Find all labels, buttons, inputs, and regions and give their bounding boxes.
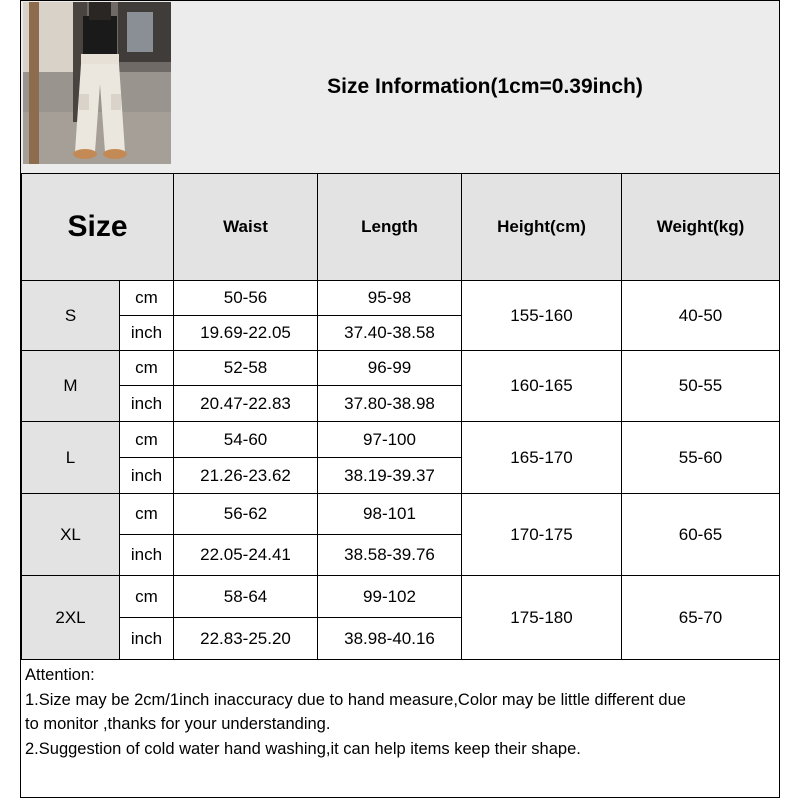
height-value: 170-175 xyxy=(462,494,622,576)
size-label: L xyxy=(22,422,120,494)
attention-notes xyxy=(21,663,779,761)
table-row xyxy=(22,422,780,458)
weight-value: 55-60 xyxy=(622,422,780,494)
unit-cm: cm xyxy=(120,494,174,535)
height-value: 165-170 xyxy=(462,422,622,494)
size-label: S xyxy=(22,281,120,351)
unit-cm: cm xyxy=(120,422,174,458)
product-photo-image xyxy=(23,2,171,164)
size-label: M xyxy=(22,351,120,422)
length-inch: 37.80-38.98 xyxy=(318,386,462,422)
size-label: 2XL xyxy=(22,576,120,660)
length-inch: 38.58-39.76 xyxy=(318,535,462,576)
header-height: Height(cm) xyxy=(462,174,622,281)
header xyxy=(21,1,779,174)
length-inch: 38.98-40.16 xyxy=(318,618,462,660)
length-cm: 95-98 xyxy=(318,281,462,316)
height-value: 155-160 xyxy=(462,281,622,351)
size-chart-card xyxy=(20,0,780,798)
weight-value: 40-50 xyxy=(622,281,780,351)
height-value: 175-180 xyxy=(462,576,622,660)
table-row xyxy=(22,494,780,535)
unit-cm: cm xyxy=(120,576,174,618)
product-photo xyxy=(23,2,171,164)
waist-inch: 21.26-23.62 xyxy=(174,458,318,494)
page-title: Size Information(1cm=0.39inch) xyxy=(327,75,643,98)
weight-value: 60-65 xyxy=(622,494,780,576)
weight-value: 65-70 xyxy=(622,576,780,660)
waist-cm: 56-62 xyxy=(174,494,318,535)
length-cm: 96-99 xyxy=(318,351,462,386)
weight-value: 50-55 xyxy=(622,351,780,422)
length-cm: 98-101 xyxy=(318,494,462,535)
note-line-1-continued: to monitor ,thanks for your understanding. xyxy=(25,715,331,733)
unit-inch: inch xyxy=(120,386,174,422)
waist-inch: 22.83-25.20 xyxy=(174,618,318,660)
waist-cm: 50-56 xyxy=(174,281,318,316)
length-inch: 37.40-38.58 xyxy=(318,316,462,351)
height-value: 160-165 xyxy=(462,351,622,422)
unit-cm: cm xyxy=(120,281,174,316)
unit-inch: inch xyxy=(120,458,174,494)
header-weight: Weight(kg) xyxy=(622,174,780,281)
length-inch: 38.19-39.37 xyxy=(318,458,462,494)
unit-inch: inch xyxy=(120,618,174,660)
table-row xyxy=(22,281,780,316)
table-row xyxy=(22,351,780,386)
note-line-1: 1.Size may be 2cm/1inch inaccuracy due to hand measure,Color may be little different due xyxy=(25,690,686,709)
attention-heading: Attention: xyxy=(25,666,95,684)
waist-cm: 52-58 xyxy=(174,351,318,386)
header-waist: Waist xyxy=(174,174,318,281)
length-cm: 99-102 xyxy=(318,576,462,618)
unit-inch: inch xyxy=(120,535,174,576)
header-size: Size xyxy=(22,174,174,281)
unit-cm: cm xyxy=(120,351,174,386)
waist-inch: 20.47-22.83 xyxy=(174,386,318,422)
waist-inch: 19.69-22.05 xyxy=(174,316,318,351)
note-line-2: 2.Suggestion of cold water hand washing,it can help items keep their shape. xyxy=(25,739,581,758)
waist-cm: 54-60 xyxy=(174,422,318,458)
unit-inch: inch xyxy=(120,316,174,351)
header-length: Length xyxy=(318,174,462,281)
waist-inch: 22.05-24.41 xyxy=(174,535,318,576)
table-header-row xyxy=(22,174,780,281)
waist-cm: 58-64 xyxy=(174,576,318,618)
table-row xyxy=(22,576,780,618)
length-cm: 97-100 xyxy=(318,422,462,458)
size-table xyxy=(21,173,780,660)
size-label: XL xyxy=(22,494,120,576)
